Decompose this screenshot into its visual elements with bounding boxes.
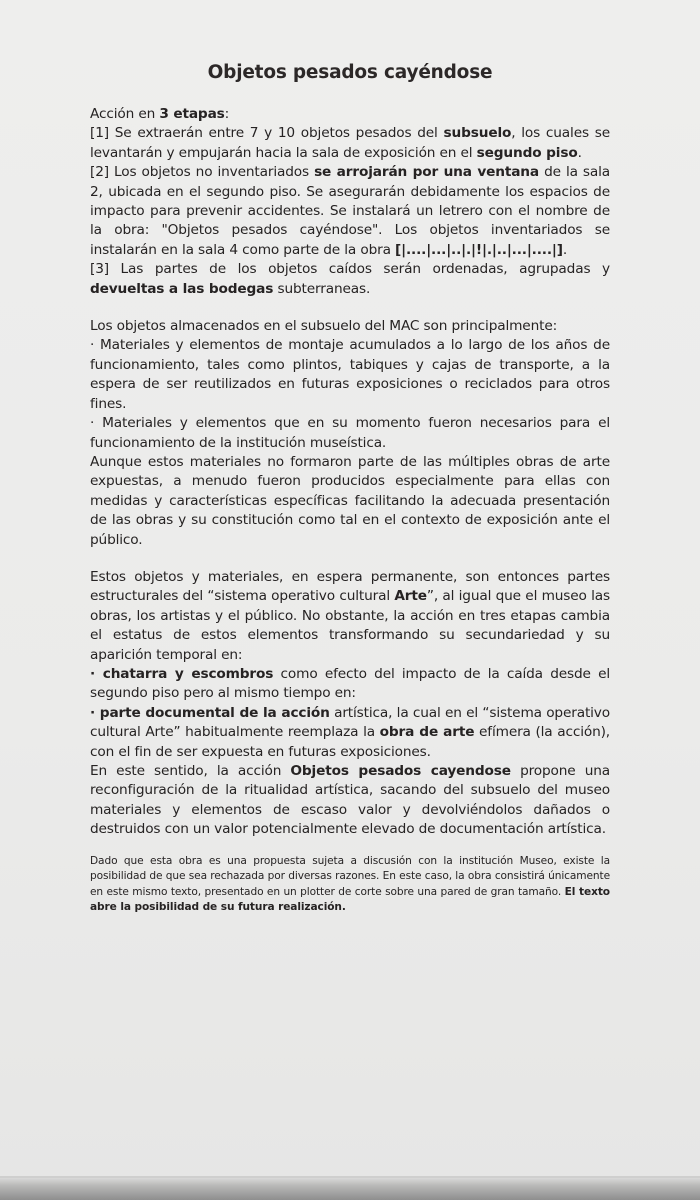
chatarra-item bbox=[90, 665, 610, 704]
paragraph-gap bbox=[90, 299, 610, 317]
text-run: ”, al igual que el museo las obras, los artistas y el público. No obstante, la acción en tres etapas cambia el estatus de estos elementos transformando su secundariedad y su aparición temporal en: bbox=[90, 588, 610, 663]
text-run: : bbox=[224, 106, 230, 122]
text-run: propone una reconfiguración de la ritualidad artística, sacando del subsuelo del museo materiales y elementos de escaso valor y devolviéndolos dañados o destruidos con un valor potencialmente elevado de documentación artística. bbox=[90, 763, 611, 838]
page-title: Objetos pesados cayéndose bbox=[207, 62, 493, 83]
text-run: Dado que esta obra es una propuesta sujeta a discusión con la institución Museo, existe la posibilidad de que sea rechazada por diversas razones. En este caso, la obra consistirá únicamente en este mismo texto, presentado en un plotter de corte sobre una pared de gran tamaño. bbox=[90, 854, 610, 898]
bold-run: se arrojarán por una ventana bbox=[314, 164, 539, 181]
bold-run: subsuelo bbox=[443, 125, 512, 142]
documental-item bbox=[90, 704, 610, 762]
bold-run: · parte documental de la acción bbox=[90, 704, 330, 721]
subsuelo-intro: Los objetos almacenados en el subsuelo del MAC son principalmente: bbox=[90, 318, 558, 335]
text-run: artística, la cual en el “sistema operativo cultural Arte” habitualmente reemplaza la bbox=[90, 704, 610, 741]
text-run: Acción en bbox=[90, 106, 160, 122]
etapas-intro bbox=[90, 105, 610, 124]
bold-run: Arte bbox=[394, 588, 427, 605]
etapa-1 bbox=[90, 124, 610, 163]
bold-run: · chatarra y escombros bbox=[90, 665, 274, 682]
text-run: , los cuales se levantarán y empujarán hacia la sala de exposición en el bbox=[90, 125, 610, 161]
text-run: . bbox=[577, 144, 582, 161]
bold-run: 3 etapas bbox=[159, 106, 225, 122]
text-run: [1] Se extraerán entre 7 y 10 objetos pesados del bbox=[90, 125, 444, 142]
text-run: En este sentido, la acción bbox=[90, 763, 291, 779]
etapa-3 bbox=[90, 260, 610, 299]
paragraph-gap bbox=[90, 840, 610, 854]
etapa-2 bbox=[90, 163, 610, 260]
paragraph-gap bbox=[90, 550, 610, 568]
wall-text-panel bbox=[90, 62, 610, 916]
sistema-paragraph bbox=[90, 568, 610, 665]
subsuelo-paragraph: Aunque estos materiales no formaron parte de las múltiples obras de arte expuestas, a menudo fueron producidos especialmente para ellas con medidas y características específicas facilitando la adecuada presentación de las obras y su constitución como tal en el contexto de exposición ante el público. bbox=[90, 453, 610, 548]
bold-run: El texto abre la posibilidad de su futura realización. bbox=[90, 885, 610, 914]
text-run: de la sala 2, ubicada en el segundo piso. Se asegurarán debidamente los espacios de impacto para prevenir accidentes. Se instalará un letrero con el nombre de la obra: "Objetos pesados cayéndose". Los objetos inventariados se instalarán en la sala 4 como parte de la obra bbox=[90, 164, 611, 258]
bold-run: segundo piso bbox=[476, 144, 578, 161]
subsuelo-item-1: · Materiales y elementos de montaje acumulados a lo largo de los años de funcionamiento, tales como plintos, tabiques y cajas de transporte, a la espera de ser reutilizados en futuras exposiciones o reciclados para otros fines. bbox=[90, 337, 610, 412]
bold-run: devueltas a las bodegas bbox=[90, 280, 274, 297]
floor bbox=[0, 1178, 700, 1200]
conclusion-paragraph bbox=[90, 762, 610, 840]
text-run: efímera (la acción), con el fin de ser expuesta en futuras exposiciones. bbox=[90, 724, 610, 760]
text-run: subterraneas. bbox=[273, 280, 371, 297]
text-run: Estos objetos y materiales, en espera permanente, son entonces partes estructurales del “sistema operativo cultural bbox=[90, 568, 610, 605]
bold-run: obra de arte bbox=[379, 724, 475, 741]
text-run: como efecto del impacto de la caída desde el segundo piso pero al mismo tiempo en: bbox=[90, 665, 610, 702]
text-run: [2] Los objetos no inventariados bbox=[90, 164, 315, 181]
subsuelo-item-2: · Materiales y elementos que en su momento fueron necesarios para el funcionamiento de la institución museística. bbox=[90, 415, 610, 451]
text-run: [3] Las partes de los objetos caídos serán ordenadas, agrupadas y bbox=[90, 261, 610, 278]
text-run: . bbox=[562, 241, 568, 258]
bold-run: Objetos pesados cayendose bbox=[290, 763, 511, 779]
footnote bbox=[90, 854, 610, 916]
bold-run: [|....|...|..|.|!|.|..|...|....|] bbox=[395, 241, 563, 258]
